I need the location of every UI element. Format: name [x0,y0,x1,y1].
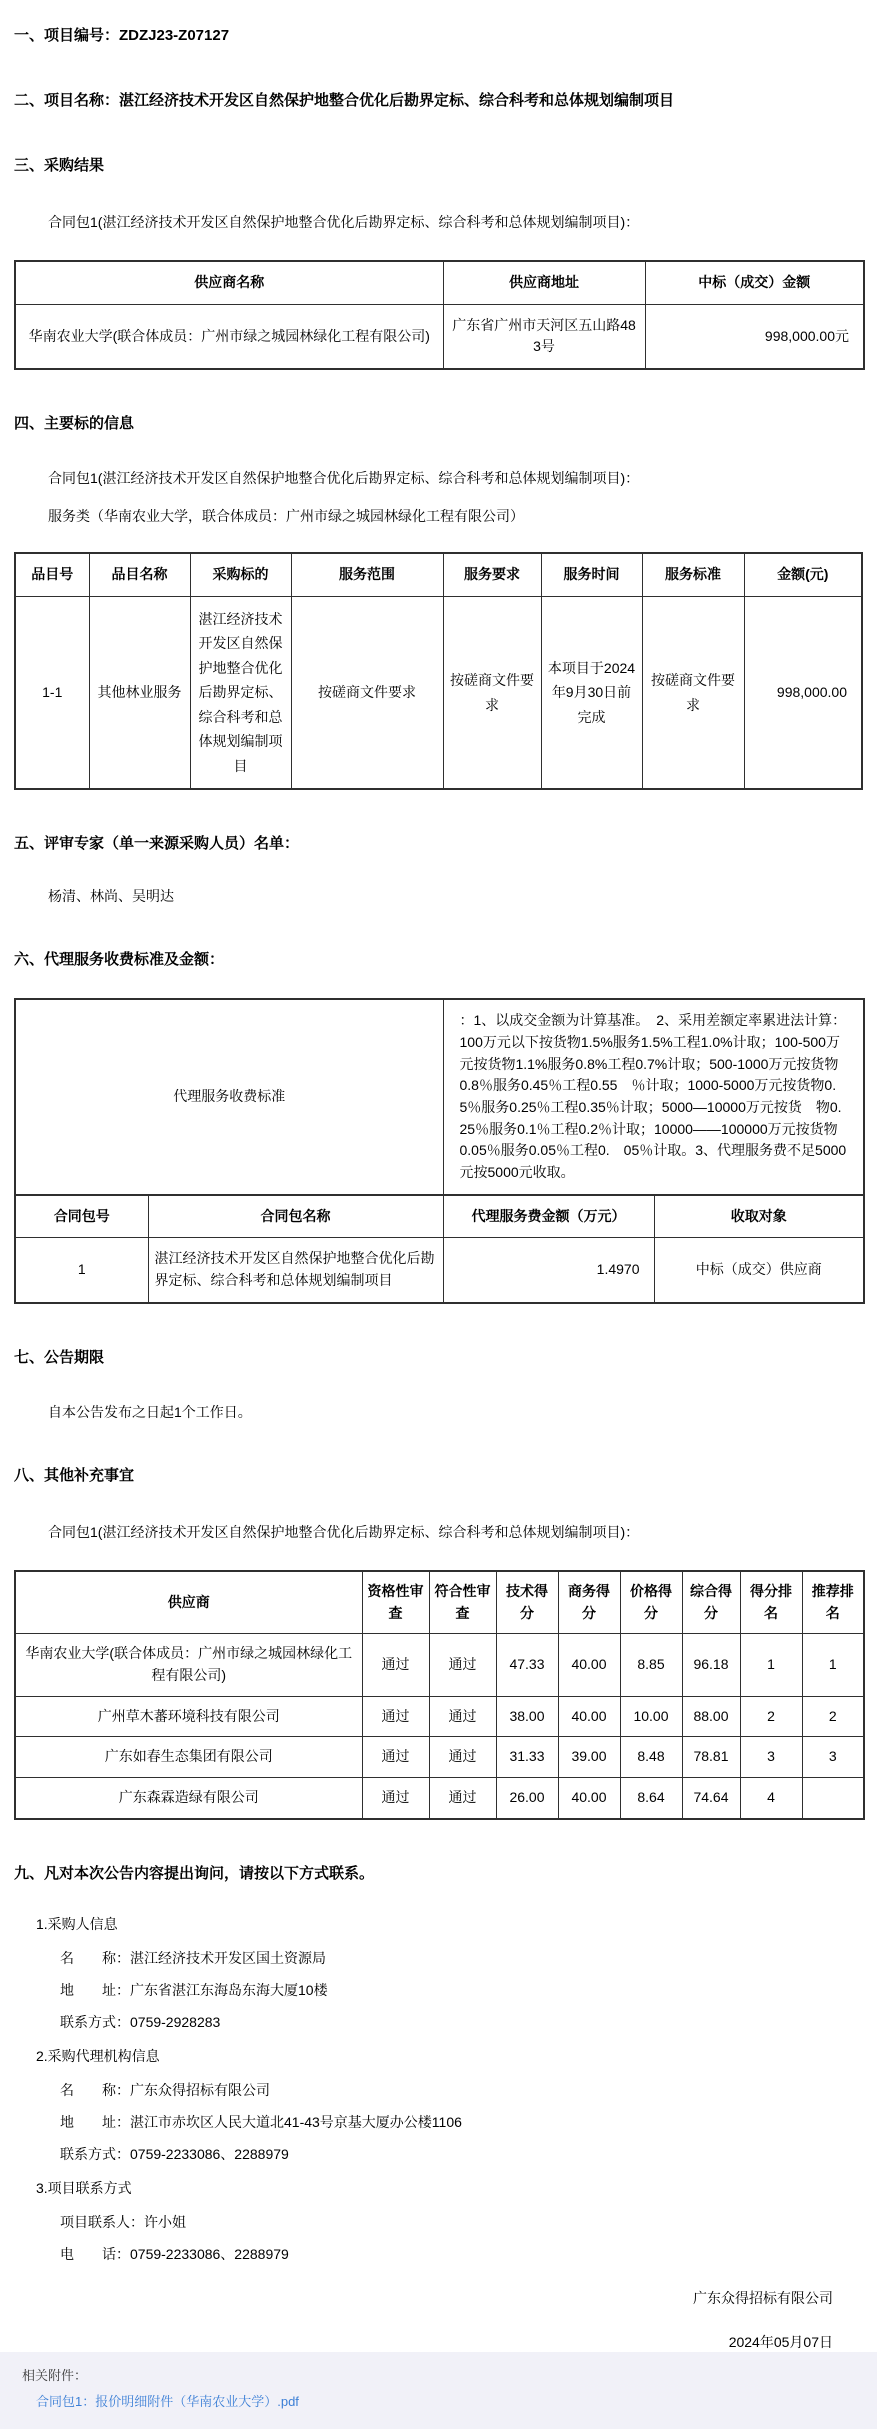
table-cell: 8.85 [620,1634,682,1696]
section4-category-line: 服务类（华南农业大学，联合体成员：广州市绿之城园林绿化工程有限公司） [48,508,524,525]
section8-title: 八、其他补充事宜 [14,1466,135,1484]
section2-title: 二、项目名称：湛江经济技术开发区自然保护地整合优化后勘界定标、综合科考和总体规划编制项目 [14,92,675,109]
table-cell: 998,000.00 [744,596,862,789]
column-header: 价格得分 [620,1571,682,1634]
column-header: 服务范围 [291,553,443,596]
table-row [15,304,864,369]
agency-contact: 联系方式：0759-2233086、2288979 [60,2145,289,2162]
table-cell: 通过 [362,1696,429,1737]
table-cell: 通过 [362,1634,429,1696]
table-cell: 通过 [429,1777,496,1818]
purchaser-info-heading: 1.采购人信息 [36,1915,118,1932]
table-cell: 湛江经济技术开发区自然保护地整合优化后勘界定标、综合科考和总体规划编制项目 [190,596,291,789]
table-cell: 通过 [429,1696,496,1737]
attachments-label: 相关附件： [22,2367,88,2383]
table-header-row [15,1571,864,1634]
table-cell: 华南农业大学(联合体成员：广州市绿之城园林绿化工程有限公司) [15,304,443,369]
table-cell: 2 [802,1696,864,1737]
table-header-row [15,553,862,596]
attachment-link[interactable]: 合同包1：报价明细附件（华南农业大学）.pdf [36,2393,299,2409]
table-cell: 4 [740,1777,802,1818]
table-row [15,1777,864,1818]
table-cell: 湛江经济技术开发区自然保护地整合优化后勘界定标、综合科考和总体规划编制项目 [148,1238,443,1303]
table-cell: 广东如春生态集团有限公司 [15,1737,362,1778]
table-cell: 26.00 [496,1777,558,1818]
signature-date: 2024年05月07日 [728,2333,833,2350]
table-row [15,596,862,789]
section3-package-line: 合同包1(湛江经济技术开发区自然保护地整合优化后勘界定标、综合科考和总体规划编制项目)： [48,214,640,230]
column-header: 技术得分 [496,1571,558,1634]
column-header: 品目名称 [89,553,190,596]
section4-package-line: 合同包1(湛江经济技术开发区自然保护地整合优化后勘界定标、综合科考和总体规划编制项目)： [48,470,640,487]
table-cell: 1-1 [15,596,89,789]
table-cell: 1 [740,1634,802,1696]
table-cell: 通过 [429,1737,496,1778]
column-header: 供应商 [15,1571,362,1634]
table-header-row [15,1195,864,1238]
table-row [15,1634,864,1696]
table-cell: 广州草木蕃环境科技有限公司 [15,1696,362,1737]
fee-standard-label: 代理服务收费标准 [15,999,443,1195]
table-cell: 8.64 [620,1777,682,1818]
table-cell: 通过 [362,1777,429,1818]
notice-period-text: 自本公告发布之日起1个工作日。 [48,1403,252,1420]
table-cell: 39.00 [558,1737,620,1778]
table-cell: 1 [802,1634,864,1696]
table-cell: 1 [15,1238,148,1303]
table-cell: 3 [802,1737,864,1778]
agency-fee-standard-table [14,998,865,1196]
table-cell: 通过 [429,1634,496,1696]
column-header: 推荐排名 [802,1571,864,1634]
table-cell: 3 [740,1737,802,1778]
column-header: 服务标准 [642,553,744,596]
column-header: 得分排名 [740,1571,802,1634]
column-header: 合同包号 [15,1195,148,1238]
column-header: 采购标的 [190,553,291,596]
table-cell: 通过 [362,1737,429,1778]
fee-standard-content: ：1、以成交金额为计算基准。 2、采用差额定率累进法计算：100万元以下按货物1.5%服务1.5%工程1.0%计取；100-500万元按货物1.1%服务0.8%工程0.7%计取；500-1000万元按货物0.8％服务0.45％工程0.55 ％计取；1000-5000万元按货物0.5％服务0.25％工程0.35％计取；5000—10000万元按货 物0.25％服务0.1％工程0.2％计取；10000——100000万元按货物0.05％服务0.05％工程0. 05％计取。3、代理服务费不足5000元按5000元收取。 [443,999,864,1195]
project-contact-heading: 3.项目联系方式 [36,2179,132,2196]
column-header: 品目号 [15,553,89,596]
table-cell: 按磋商文件要求 [642,596,744,789]
score-table [14,1570,865,1820]
column-header: 代理服务费金额（万元） [443,1195,654,1238]
table-cell: 按磋商文件要求 [291,596,443,789]
column-header: 供应商地址 [443,261,645,304]
agency-info-heading: 2.采购代理机构信息 [36,2047,160,2064]
subject-matter-table [14,552,863,790]
table-row [15,1238,864,1303]
column-header: 供应商名称 [15,261,443,304]
purchaser-address: 地 址：广东省湛江东海岛东海大厦10楼 [60,1981,328,1998]
column-header: 收取对象 [654,1195,864,1238]
table-row [15,1696,864,1737]
table-cell: 广东森霖造绿有限公司 [15,1777,362,1818]
table-cell: 广东省广州市天河区五山路483号 [443,304,645,369]
table-cell: 96.18 [682,1634,740,1696]
table-cell: 74.64 [682,1777,740,1818]
purchaser-name: 名 称：湛江经济技术开发区国土资源局 [60,1949,326,1966]
table-row [15,1737,864,1778]
section8-package-line: 合同包1(湛江经济技术开发区自然保护地整合优化后勘界定标、综合科考和总体规划编制项目)： [48,1523,640,1540]
table-cell: 40.00 [558,1696,620,1737]
column-header: 中标（成交）金额 [645,261,864,304]
attachments-footer [0,2352,877,2429]
section1-title: 一、项目编号：ZDZJ23-Z07127 [14,27,230,44]
signature-company: 广东众得招标有限公司 [693,2289,833,2306]
table-cell: 998,000.00元 [645,304,864,369]
table-cell: 中标（成交）供应商 [654,1238,864,1303]
table-cell: 华南农业大学(联合体成员：广州市绿之城园林绿化工程有限公司) [15,1634,362,1696]
table-cell: 8.48 [620,1737,682,1778]
table-row [15,999,864,1195]
procurement-result-table [14,260,865,370]
section3-title: 三、采购结果 [14,157,105,174]
section5-title: 五、评审专家（单一来源采购人员）名单： [14,835,300,853]
table-cell: 31.33 [496,1737,558,1778]
purchaser-contact: 联系方式：0759-2928283 [60,2013,221,2030]
table-cell: 10.00 [620,1696,682,1737]
table-cell: 按磋商文件要求 [443,596,541,789]
column-header: 金额(元) [744,553,862,596]
expert-names: 杨清、林尚、吴明达 [48,888,174,905]
table-cell: 本项目于2024年9月30日前完成 [541,596,642,789]
column-header: 服务时间 [541,553,642,596]
table-header-row [15,261,864,304]
project-contact-person: 项目联系人：许小姐 [60,2213,186,2230]
section6-title: 六、代理服务收费标准及金额： [14,951,225,969]
column-header: 资格性审查 [362,1571,429,1634]
column-header: 商务得分 [558,1571,620,1634]
table-cell: 40.00 [558,1777,620,1818]
column-header: 合同包名称 [148,1195,443,1238]
table-cell: 78.81 [682,1737,740,1778]
section7-title: 七、公告期限 [14,1348,105,1366]
signature-block [14,2288,863,2352]
agency-fee-table [14,1194,865,1304]
table-cell: 2 [740,1696,802,1737]
section9-title: 九、凡对本次公告内容提出询问，请按以下方式联系。 [14,1864,375,1882]
column-header: 符合性审查 [429,1571,496,1634]
table-cell: 38.00 [496,1696,558,1737]
table-cell: 1.4970 [443,1238,654,1303]
table-cell: 其他林业服务 [89,596,190,789]
agency-address: 地 址：湛江市赤坎区人民大道北41-43号京基大厦办公楼1106 [60,2113,462,2130]
section4-title: 四、主要标的信息 [14,415,135,433]
column-header: 综合得分 [682,1571,740,1634]
agency-name: 名 称：广东众得招标有限公司 [60,2081,270,2098]
project-contact-phone: 电 话：0759-2233086、2288979 [60,2245,289,2262]
table-cell [802,1777,864,1818]
table-cell: 88.00 [682,1696,740,1737]
column-header: 服务要求 [443,553,541,596]
table-cell: 40.00 [558,1634,620,1696]
table-cell: 47.33 [496,1634,558,1696]
